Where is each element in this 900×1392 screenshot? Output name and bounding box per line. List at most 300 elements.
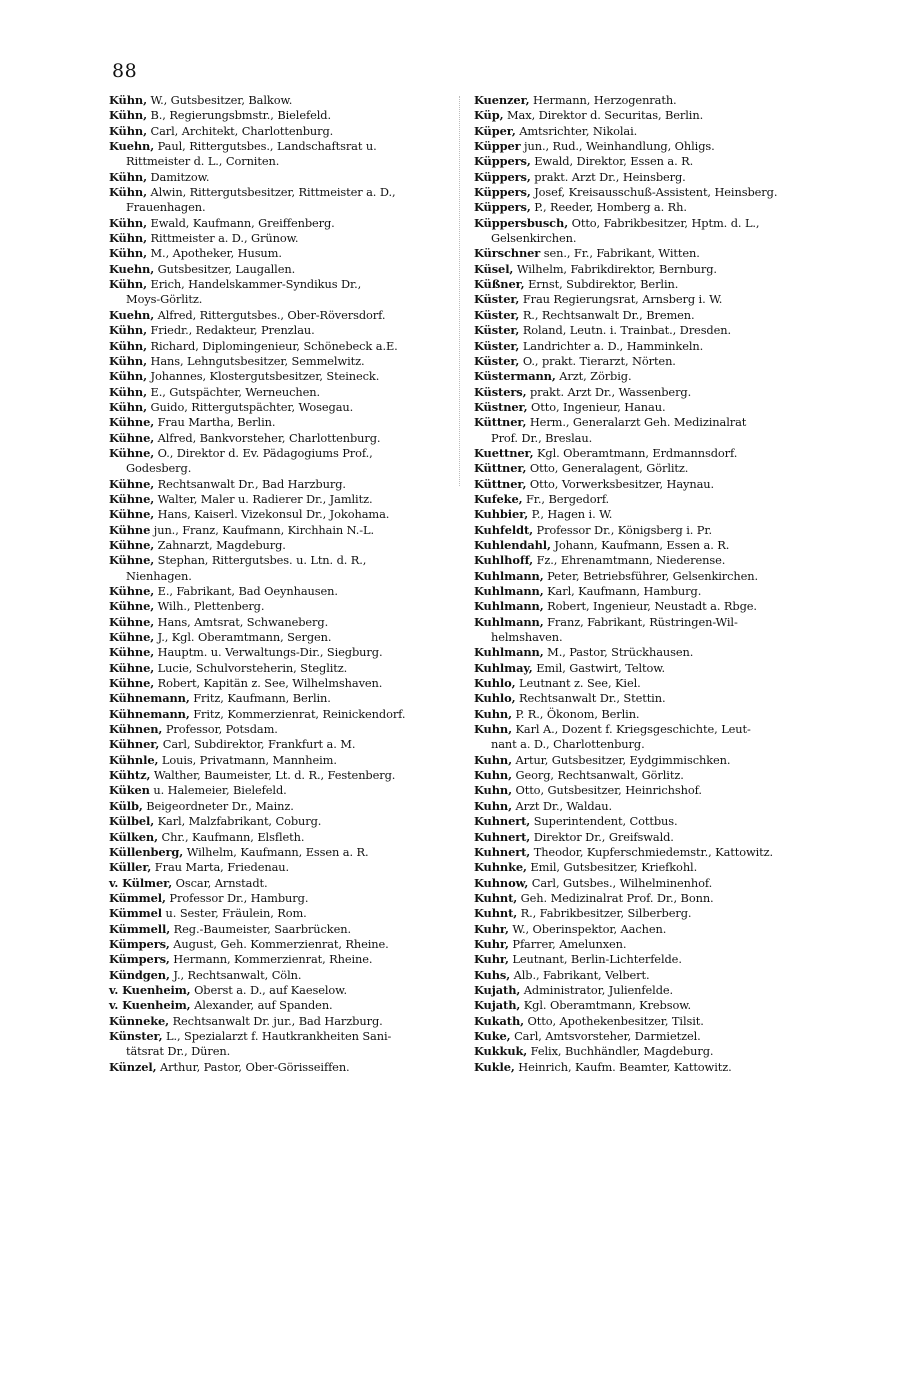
entry-details: L., Spezialarzt f. Hautkrankheiten Sani- [162, 1028, 392, 1043]
directory-entry [109, 1014, 449, 1029]
entry-line [109, 937, 449, 952]
entry-details: Carl, Gutsbes., Wilhelminenhof. [528, 875, 713, 890]
entry-line [109, 553, 449, 568]
directory-entry [109, 891, 449, 906]
entry-surname: Kuhnt, [474, 906, 518, 921]
entry-line [109, 661, 449, 676]
entry-surname: Kuhlmann, [474, 614, 544, 629]
directory-entry [109, 385, 449, 400]
entry-surname: Küttner, [474, 415, 527, 430]
entry-details: Fritz, Kommerzienrat, Reinickendorf. [189, 706, 406, 721]
entry-surname: Kühnemann, [109, 706, 190, 721]
entry-details: P. R., Ökonom, Berlin. [511, 706, 640, 721]
entry-surname: Kümmel, [109, 890, 166, 905]
directory-entry [109, 553, 449, 584]
directory-entry [109, 538, 449, 553]
entry-line [109, 400, 449, 415]
entry-surname: Kühn, [109, 399, 147, 414]
directory-entry [474, 1060, 816, 1075]
entry-line [109, 262, 449, 277]
directory-entry [474, 200, 816, 215]
directory-entry [109, 630, 449, 645]
directory-entry [474, 492, 816, 507]
entry-line [109, 492, 449, 507]
entry-details: prakt. Arzt Dr., Wassenberg. [526, 384, 692, 399]
entry-line [109, 277, 449, 292]
entry-surname: Kühn, [109, 108, 147, 123]
directory-entry [109, 860, 449, 875]
entry-details: Fr., Bergedorf. [522, 491, 610, 506]
entry-details: Hans, Kaiserl. Vizekonsul Dr., Jokohama. [154, 507, 390, 522]
entry-details: Otto, Ingenieur, Hanau. [527, 399, 666, 414]
entry-details: M., Apotheker, Husum. [146, 246, 282, 261]
entry-surname: Kühne, [109, 553, 155, 568]
entry-details: Gutsbesitzer, Laugallen. [154, 261, 296, 276]
entry-line [109, 968, 449, 983]
entry-surname: Kuke, [474, 1028, 511, 1043]
directory-entry [109, 876, 449, 891]
entry-details: Fritz, Kaufmann, Berlin. [189, 691, 331, 706]
entry-surname: Kühn, [109, 123, 147, 138]
directory-entry [109, 968, 449, 983]
entry-surname: Kühn, [109, 277, 147, 292]
entry-details: Lucie, Schulvorsteherin, Steglitz. [154, 660, 348, 675]
entry-details: M., Pastor, Strückhausen. [543, 645, 694, 660]
entry-details: Louis, Privatmann, Mannheim. [158, 752, 337, 767]
entry-continuation: Godesberg. [126, 461, 192, 476]
entry-line [109, 1014, 449, 1029]
entry-details: W., Oberinspektor, Aachen. [508, 921, 667, 936]
entry-line [109, 952, 449, 967]
entry-line [109, 645, 449, 660]
entry-surname: Kuhlmann, [474, 599, 544, 614]
directory-entry [109, 308, 449, 323]
directory-entry [109, 676, 449, 691]
directory-entry [474, 415, 816, 446]
entry-details: jun., Rud., Weinhandlung, Ohligs. [520, 139, 715, 154]
directory-entry [474, 507, 816, 522]
entry-line [474, 922, 816, 937]
directory-entry [109, 323, 449, 338]
directory-entry [109, 139, 449, 170]
entry-surname: Kuhlmann, [474, 584, 544, 598]
entry-details: Pfarrer, Amelunxen. [508, 936, 627, 951]
entry-line [109, 246, 449, 261]
entry-line [474, 661, 816, 676]
entry-line [474, 385, 816, 400]
directory-entry [474, 369, 816, 384]
entry-line [474, 645, 816, 660]
entry-details: u. Sester, Fräulein, Rom. [162, 906, 307, 921]
entry-details: B., Regierungsbmstr., Bielefeld. [146, 108, 331, 123]
entry-details: u. Halemeier, Bielefeld. [149, 783, 287, 798]
entry-surname: Küster, [474, 323, 520, 338]
entry-details: Artur, Gutsbesitzer, Eydgimmischken. [511, 752, 731, 767]
entry-continuation: Prof. Dr., Breslau. [491, 430, 593, 445]
entry-line [474, 968, 816, 983]
entry-surname: Kuenzer, [474, 93, 530, 107]
entry-line [109, 814, 449, 829]
entry-details: Karl A., Dozent f. Kriegsgeschichte, Leut- [511, 722, 751, 737]
directory-entry [109, 339, 449, 354]
directory-entry [474, 768, 816, 783]
entry-surname: Küsel, [474, 261, 514, 276]
entry-surname: Kuhfeldt, [474, 522, 533, 537]
directory-entry [109, 1029, 449, 1060]
entry-surname: Kuhlmann, [474, 645, 544, 660]
entry-surname: Küsters, [474, 384, 527, 399]
entry-line [474, 722, 816, 737]
directory-entry [474, 170, 816, 185]
entry-surname: Kujath, [474, 998, 521, 1013]
entry-line [474, 323, 816, 338]
entry-surname: Künzel, [109, 1059, 157, 1074]
entry-details: August, Geh. Kommerzienrat, Rheine. [169, 936, 389, 951]
entry-surname: Kuehn, [109, 307, 155, 322]
entry-line [474, 492, 816, 507]
entry-surname: Kürschner [474, 246, 541, 261]
directory-entry [109, 262, 449, 277]
entry-surname: Kuhlendahl, [474, 537, 551, 552]
entry-details: Stephan, Rittergutsbes. u. Ltn. d. R., [154, 553, 367, 568]
directory-entry [109, 108, 449, 123]
entry-line [109, 124, 449, 139]
entry-line [474, 461, 816, 476]
entry-continuation: Rittmeister d. L., Corniten. [126, 154, 280, 169]
entry-details: jun., Franz, Kaufmann, Kirchhain N.-L. [150, 522, 375, 537]
entry-surname: Küp, [474, 108, 504, 123]
entry-surname: Küller, [109, 860, 152, 875]
entry-line [474, 200, 816, 215]
entry-line [474, 507, 816, 522]
entry-details: Frau Regierungsrat, Arnsberg i. W. [519, 292, 723, 307]
directory-entry [474, 124, 816, 139]
directory-entry [474, 139, 816, 154]
entry-details: Hermann, Kommerzienrat, Rheine. [169, 952, 373, 967]
entry-details: Peter, Betriebsführer, Gelsenkirchen. [543, 568, 759, 583]
entry-line [109, 983, 449, 998]
entry-surname: Kuhs, [474, 967, 511, 982]
entry-line [109, 523, 449, 538]
entry-details: Ernst, Subdirektor, Berlin. [524, 277, 679, 292]
entry-surname: Küken [109, 783, 150, 798]
entry-details: O., Direktor d. Ev. Pädagogiums Prof., [154, 445, 373, 460]
entry-continuation: Nienhagen. [126, 568, 192, 583]
directory-entry [474, 830, 816, 845]
entry-details: Max, Direktor d. Securitas, Berlin. [503, 108, 704, 123]
directory-entry [109, 983, 449, 998]
directory-entry [474, 937, 816, 952]
entry-surname: Kuhn, [474, 798, 512, 813]
entry-surname: Küster, [474, 353, 520, 368]
directory-entry [109, 584, 449, 599]
entry-line [109, 507, 449, 522]
directory-entry [109, 722, 449, 737]
entry-surname: Kühn, [109, 338, 147, 353]
entry-details: Administrator, Julienfelde. [520, 982, 674, 997]
directory-entry [109, 645, 449, 660]
entry-line [474, 292, 816, 307]
entry-details: Rechtsanwalt Dr., Stettin. [515, 691, 666, 706]
entry-surname: Kujath, [474, 982, 521, 997]
directory-entry [474, 385, 816, 400]
entry-surname: Kühn, [109, 369, 147, 384]
directory-entry [474, 860, 816, 875]
entry-details: Johann, Kaufmann, Essen a. R. [550, 537, 730, 552]
entry-line [474, 937, 816, 952]
entry-details: Ewald, Kaufmann, Greiffenberg. [146, 215, 335, 230]
entry-line [474, 615, 816, 630]
directory-entry [109, 231, 449, 246]
entry-details: Erich, Handelskammer-Syndikus Dr., [146, 277, 362, 292]
directory-entry [474, 277, 816, 292]
directory-entry [474, 569, 816, 584]
entry-details: Friedr., Redakteur, Prenzlau. [146, 323, 315, 338]
entry-surname: Kuhn, [474, 752, 512, 767]
entry-surname: Külken, [109, 829, 158, 844]
entry-details: Hauptm. u. Verwaltungs-Dir., Siegburg. [154, 645, 383, 660]
entry-details: Carl, Subdirektor, Frankfurt a. M. [159, 737, 356, 752]
entry-surname: Kukle, [474, 1059, 515, 1074]
entry-line [109, 477, 449, 492]
entry-line [109, 185, 449, 200]
entry-line [474, 277, 816, 292]
directory-entry [474, 93, 816, 108]
entry-surname: Kuhnert, [474, 829, 531, 844]
entry-line [474, 553, 816, 568]
entry-details: prakt. Arzt Dr., Heinsberg. [530, 169, 686, 184]
entry-surname: Kuhn, [474, 722, 512, 737]
entry-details: Wilhelm, Fabrikdirektor, Bernburg. [513, 261, 717, 276]
directory-entry [109, 691, 449, 706]
entry-surname: Kühn, [109, 93, 147, 107]
entry-line [474, 446, 816, 461]
entry-line [109, 922, 449, 937]
entry-details: Professor, Potsdam. [162, 722, 278, 737]
entry-surname: Kühner, [109, 737, 160, 752]
entry-details: Leutnant z. See, Kiel. [515, 676, 641, 691]
entry-surname: Kuehn, [109, 139, 155, 154]
entry-line [109, 783, 449, 798]
entry-details: Professor Dr., Königsberg i. Pr. [532, 522, 712, 537]
entry-line [109, 1029, 449, 1044]
entry-surname: Kühn, [109, 185, 147, 200]
entry-details: Kgl. Oberamtmann, Krebsow. [520, 998, 692, 1013]
entry-details: Frau Marta, Friedenau. [151, 860, 290, 875]
entry-continuation: Gelsenkirchen. [491, 231, 577, 246]
entry-surname: Küppers, [474, 154, 531, 169]
page-number: 88 [112, 60, 138, 82]
entry-surname: Küßner, [474, 277, 525, 292]
entry-line [109, 323, 449, 338]
directory-entry [109, 661, 449, 676]
entry-continuation: Frauenhagen. [126, 200, 206, 215]
entry-surname: Kühne, [109, 584, 155, 598]
entry-surname: Kühne [109, 522, 151, 537]
directory-entry [474, 845, 816, 860]
entry-details: Arzt Dr., Waldau. [511, 798, 613, 813]
directory-entry [109, 446, 449, 477]
entry-line [474, 308, 816, 323]
entry-line [474, 1060, 816, 1075]
directory-entry [474, 185, 816, 200]
directory-entry [474, 1044, 816, 1059]
directory-entry [474, 246, 816, 261]
entry-surname: Kuhnt, [474, 890, 518, 905]
entry-line [474, 400, 816, 415]
entry-details: Frau Martha, Berlin. [154, 415, 276, 430]
entry-surname: Kufeke, [474, 491, 523, 506]
entry-details: Emil, Gutsbesitzer, Kriefkohl. [526, 860, 698, 875]
entry-line [474, 830, 816, 845]
entry-line [109, 93, 449, 108]
directory-entry [109, 246, 449, 261]
entry-line [474, 262, 816, 277]
entry-surname: Kühne, [109, 645, 155, 660]
entry-details: Beigeordneter Dr., Mainz. [142, 798, 294, 813]
directory-entry [109, 400, 449, 415]
directory-entry [474, 615, 816, 646]
entry-line [109, 615, 449, 630]
entry-details: R., Fabrikbesitzer, Silberberg. [517, 906, 692, 921]
entry-surname: Külbel, [109, 814, 155, 829]
right-column [474, 93, 816, 1075]
entry-details: Franz, Fabrikant, Rüstringen-Wil- [543, 614, 738, 629]
entry-line [474, 369, 816, 384]
entry-line [109, 139, 449, 154]
entry-surname: Kuhnow, [474, 875, 529, 890]
directory-entry [474, 323, 816, 338]
directory-entry [109, 768, 449, 783]
entry-details: Hans, Amtsrat, Schwaneberg. [154, 614, 329, 629]
entry-surname: Kühnemann, [109, 691, 190, 706]
directory-entry [109, 185, 449, 216]
entry-surname: Kühn, [109, 169, 147, 184]
directory-entry [109, 952, 449, 967]
directory-entry [109, 799, 449, 814]
entry-details: Reg.-Baumeister, Saarbrücken. [170, 921, 351, 936]
entry-line [109, 676, 449, 691]
entry-line [109, 737, 449, 752]
directory-entry [474, 876, 816, 891]
entry-line [474, 783, 816, 798]
entry-surname: Kuettner, [474, 445, 534, 460]
entry-line [109, 216, 449, 231]
entry-line [474, 170, 816, 185]
entry-surname: Kühne, [109, 660, 155, 675]
entry-line [109, 599, 449, 614]
entry-line [109, 415, 449, 430]
entry-details: Landrichter a. D., Hamminkeln. [519, 338, 704, 353]
directory-entry [109, 937, 449, 952]
entry-line [474, 415, 816, 430]
directory-entry [474, 461, 816, 476]
directory-entry [474, 983, 816, 998]
left-column [109, 93, 449, 1075]
entry-surname: Künster, [109, 1028, 163, 1043]
directory-entry [474, 753, 816, 768]
entry-surname: Kühne, [109, 630, 155, 645]
entry-continuation: nant a. D., Charlottenburg. [491, 737, 645, 752]
entry-details: Rechtsanwalt Dr., Bad Harzburg. [154, 476, 346, 491]
directory-entry [474, 308, 816, 323]
directory-entry [474, 538, 816, 553]
entry-surname: Kühne, [109, 599, 155, 614]
entry-surname: Küllenberg, [109, 844, 184, 859]
directory-entry [109, 523, 449, 538]
entry-line [109, 891, 449, 906]
entry-details: Richard, Diplomingenieur, Schönebeck a.E. [146, 338, 398, 353]
directory-entry [474, 906, 816, 921]
entry-details: Carl, Amtsvorsteher, Darmietzel. [510, 1028, 701, 1043]
entry-surname: Kühn, [109, 353, 147, 368]
entry-details: W., Gutsbesitzer, Balkow. [146, 93, 293, 107]
entry-line [109, 231, 449, 246]
entry-details: Zahnarzt, Magdeburg. [154, 537, 286, 552]
entry-surname: Küster, [474, 292, 520, 307]
directory-entry [109, 922, 449, 937]
entry-line [474, 676, 816, 691]
entry-line [109, 876, 449, 891]
entry-line [474, 906, 816, 921]
directory-entry [109, 1060, 449, 1075]
entry-line [109, 584, 449, 599]
entry-details: Geh. Medizinalrat Prof. Dr., Bonn. [517, 890, 714, 905]
directory-entry [109, 753, 449, 768]
entry-details: Alexander, auf Spanden. [190, 998, 333, 1013]
entry-surname: Kühn, [109, 384, 147, 399]
entry-details: P., Reeder, Homberg a. Rh. [530, 200, 687, 215]
entry-surname: Kuhr, [474, 921, 509, 936]
entry-surname: Künneke, [109, 1013, 170, 1028]
directory-entry [474, 891, 816, 906]
entry-line [474, 998, 816, 1013]
entry-line [109, 630, 449, 645]
entry-surname: Kuhnert, [474, 814, 531, 829]
entry-surname: Kuhlhoff, [474, 553, 534, 568]
entry-details: Ewald, Direktor, Essen a. R. [530, 154, 694, 169]
entry-details: Otto, Gutsbesitzer, Heinrichshof. [511, 783, 702, 798]
entry-surname: Kühn, [109, 323, 147, 338]
entry-line [109, 170, 449, 185]
directory-entry [474, 691, 816, 706]
directory-entry [474, 998, 816, 1013]
entry-surname: Kuhlmann, [474, 568, 544, 583]
entry-surname: Kühne, [109, 491, 155, 506]
entry-details: Felix, Buchhändler, Magdeburg. [527, 1044, 714, 1059]
entry-line [109, 722, 449, 737]
entry-line [474, 599, 816, 614]
entry-line [474, 339, 816, 354]
directory-entry [109, 845, 449, 860]
entry-line [474, 584, 816, 599]
entry-line [474, 814, 816, 829]
entry-surname: Kühne, [109, 476, 155, 491]
entry-surname: Kümpers, [109, 936, 170, 951]
entry-surname: Kümpers, [109, 952, 170, 967]
entry-continuation: Moys-Görlitz. [126, 292, 203, 307]
entry-details: Robert, Kapitän z. See, Wilhelmshaven. [154, 676, 383, 691]
entry-line [109, 768, 449, 783]
entry-surname: Kühn, [109, 231, 147, 246]
directory-entry [109, 783, 449, 798]
entry-surname: Küper, [474, 123, 516, 138]
entry-line [474, 216, 816, 231]
entry-line [109, 308, 449, 323]
directory-entry [109, 477, 449, 492]
entry-details: Robert, Ingenieur, Neustadt a. Rbge. [543, 599, 757, 614]
entry-line [474, 845, 816, 860]
